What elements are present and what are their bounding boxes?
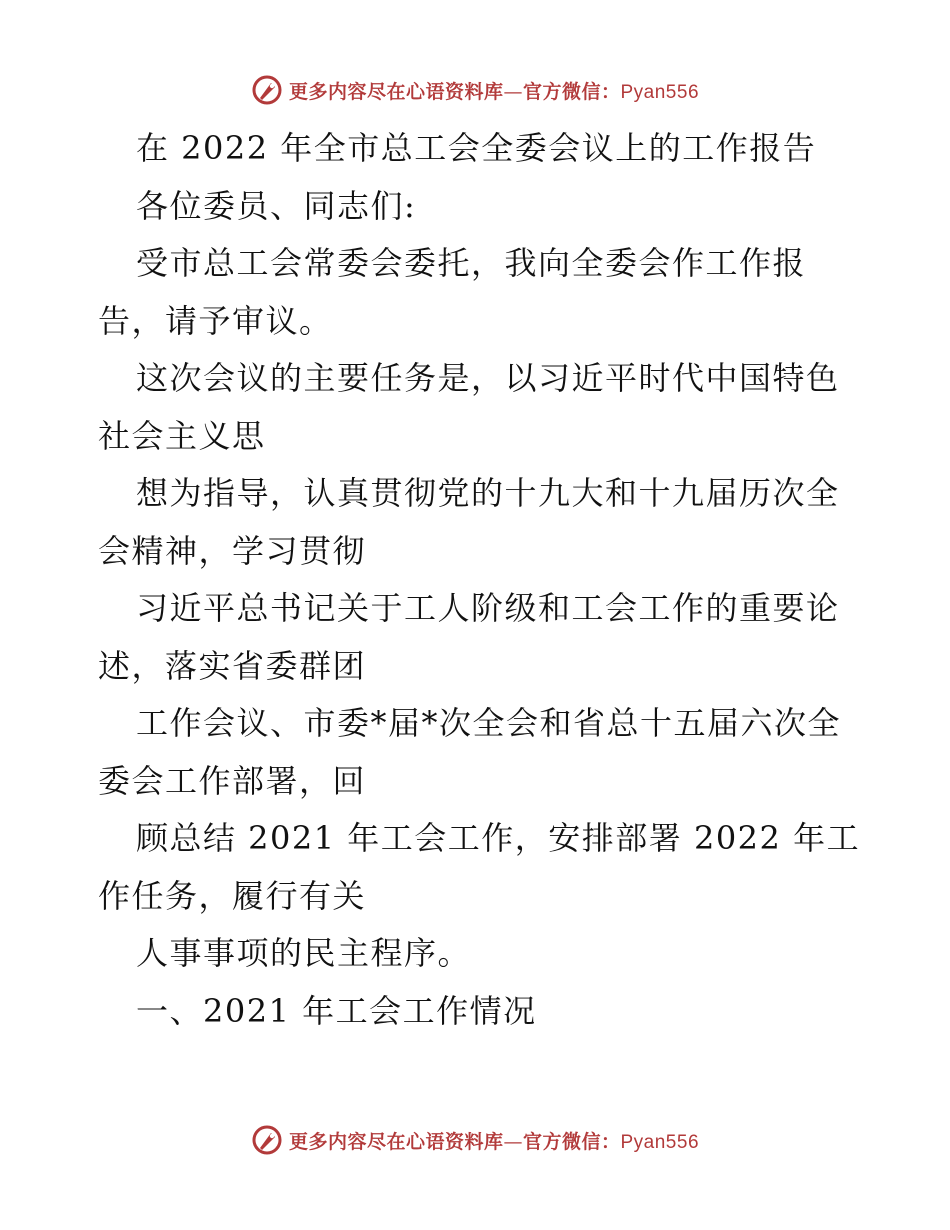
banner-site-text: 更多内容尽在心语资料库	[288, 1130, 504, 1153]
paragraph-line: 社会主义思	[98, 416, 266, 455]
paragraph-line: 告，请予审议。	[98, 301, 333, 340]
paragraph-line: 想为指导，认真贯彻党的十九大和十九届历次全	[136, 474, 840, 512]
document-body	[98, 120, 861, 1040]
banner-contact-id: Pyan556	[620, 1131, 700, 1153]
paragraph-line: 作任务，履行有关	[98, 876, 367, 915]
pen-nib-logo-icon	[251, 1124, 283, 1156]
banner-contact-label: 官方微信：	[522, 1130, 621, 1153]
banner-contact-id: Pyan556	[620, 81, 700, 103]
banner-contact-label: 官方微信：	[522, 80, 621, 103]
salutation: 各位委员、同志们:	[136, 186, 417, 225]
paragraph-line: 受市总工会常委会委托，我向全委会作工作报	[136, 244, 807, 282]
document-title: 在 2022 年全市总工会全委会议上的工作报告	[136, 129, 817, 167]
banner-separator: —	[503, 1130, 523, 1153]
paragraph-line: 顾总结 2021 年工会工作，安排部署 2022 年工	[136, 819, 861, 857]
banner-site-text: 更多内容尽在心语资料库	[288, 80, 504, 103]
section-heading: 一、2021 年工会工作情况	[136, 991, 537, 1030]
paragraph-line: 会精神，学习贯彻	[98, 531, 367, 570]
banner-text	[289, 1127, 699, 1154]
paragraph-line: 人事事项的民主程序。	[136, 934, 472, 972]
paragraph-line: 习近平总书记关于工人阶级和工会工作的重要论	[136, 589, 840, 627]
paragraph-line: 工作会议、市委*届*次全会和省总十五届六次全	[136, 704, 842, 742]
paragraph-line: 这次会议的主要任务是，以习近平时代中国特色	[136, 359, 840, 397]
paragraph-line: 委会工作部署，回	[98, 761, 367, 800]
header-banner	[0, 72, 950, 108]
banner-text	[289, 77, 699, 104]
paragraph-line: 述，落实省委群团	[98, 646, 367, 685]
banner-separator: —	[503, 80, 523, 103]
footer-banner	[0, 1122, 950, 1158]
pen-nib-logo-icon	[251, 74, 283, 106]
